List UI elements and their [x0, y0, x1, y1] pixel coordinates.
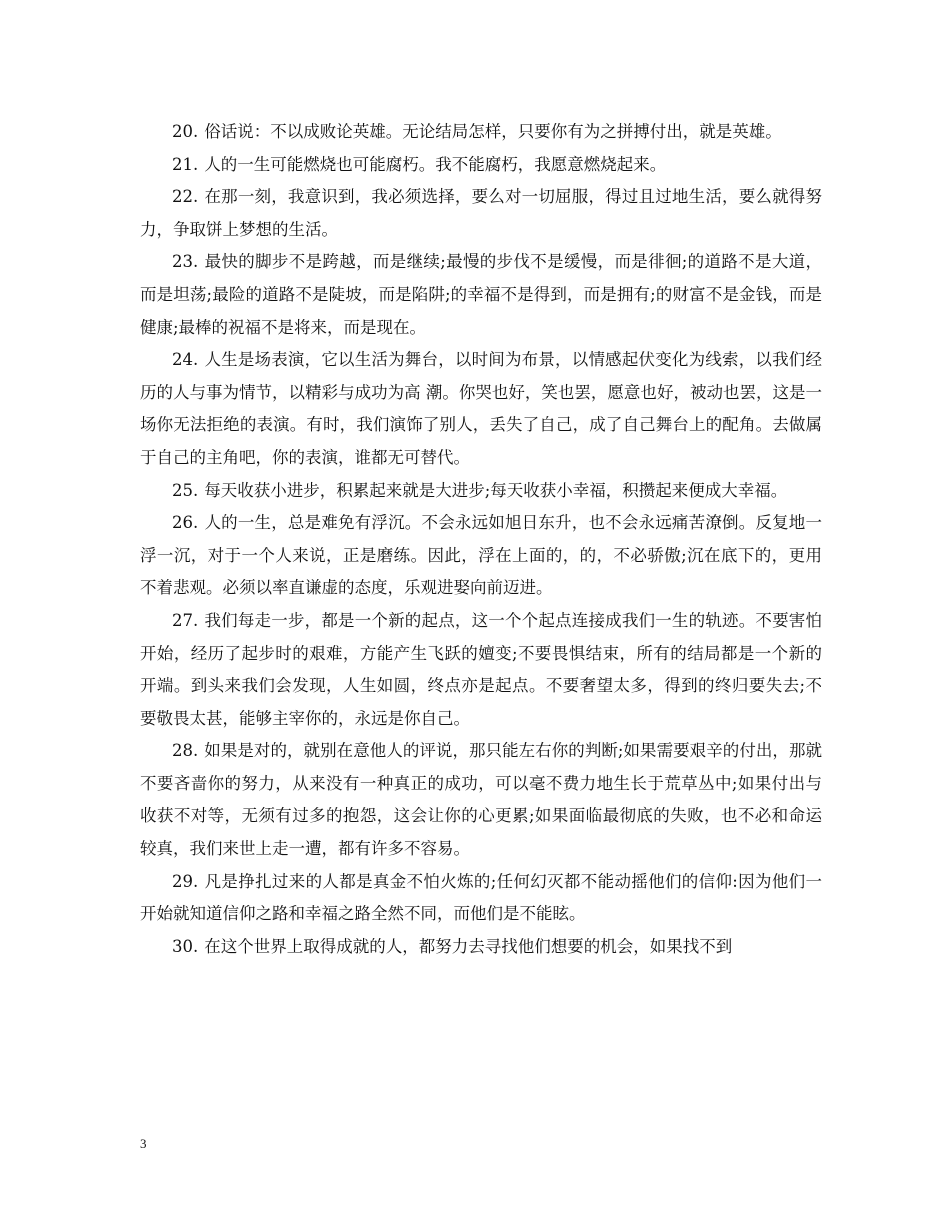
paragraph-number: 21. [172, 154, 199, 174]
paragraph-21 [140, 149, 822, 182]
paragraph-number: 24. [172, 350, 199, 370]
paragraph-20 [140, 116, 822, 149]
paragraph-number: 22. [172, 187, 199, 207]
paragraph-text: 最快的脚步不是跨越，而是继续;最慢的步伐不是缓慢，而是徘徊;的道路不是大道，而是坦荡;最险的道路不是陡坡，而是陷阱;的幸福不是得到，而是拥有;的财富不是金钱，而是健康;最棒的祝福不是将来，而是现在。 [140, 252, 822, 337]
paragraph-number: 28. [172, 741, 199, 761]
paragraph-number: 27. [172, 610, 199, 630]
paragraph-number: 20. [172, 122, 199, 141]
paragraph-number: 23. [172, 252, 199, 272]
paragraph-number: 30. [172, 936, 199, 956]
page-number: 3 [140, 1136, 147, 1151]
paragraph-25 [140, 475, 822, 508]
paragraph-29 [140, 866, 822, 931]
paragraph-text: 凡是挣扎过来的人都是真金不怕火炼的;任何幻灭都不能动摇他们的信仰:因为他们一开始就知道信仰之路和幸福之路全然不同，而他们是不能眩。 [140, 871, 822, 924]
paragraph-number: 29. [172, 871, 199, 891]
paragraph-text: 如果是对的，就别在意他人的评说，那只能左右你的判断;如果需要艰辛的付出，那就不要吝啬你的努力，从来没有一种真正的成功，可以毫不费力地生长于荒草丛中;如果付出与收获不对等，无须有过多的抱怨，这会让你的心更累;如果面临最彻底的失败，也不必和命运较真，我们来世上走一遭，都有许多不容易。 [140, 741, 822, 859]
paragraph-30 [140, 931, 822, 964]
paragraph-28 [140, 735, 822, 865]
paragraph-number: 25. [172, 480, 199, 500]
paragraph-text: 人生是场表演，它以生活为舞台，以时间为布景，以情感起伏变化为线索，以我们经历的人与事为情节，以精彩与成功为高 潮。你哭也好，笑也罢，愿意也好，被动也罢，这是一场你无法拒绝的表演。有时，我们演饰了别人，丢失了自己，成了自己舞台上的配角。去做属于自己的主角吧，你的表演，谁都无可替代。 [140, 350, 822, 467]
document-body [140, 116, 822, 963]
paragraph-22 [140, 181, 822, 246]
paragraph-23 [140, 246, 822, 344]
paragraph-text: 在那一刻，我意识到，我必须选择，要么对一切屈服，得过且过地生活，要么就得努力，争取饼上梦想的生活。 [140, 187, 822, 239]
paragraph-27 [140, 605, 822, 735]
paragraph-number: 26. [172, 513, 199, 533]
paragraph-text: 在这个世界上取得成就的人，都努力去寻找他们想要的机会，如果找不到 [204, 936, 733, 956]
paragraph-text: 人的一生可能燃烧也可能腐朽。我不能腐朽，我愿意燃烧起来。 [204, 154, 667, 174]
paragraph-24 [140, 344, 822, 474]
paragraph-text: 俗话说：不以成败论英雄。无论结局怎样，只要你有为之拼搏付出，就是英雄。 [204, 122, 782, 141]
paragraph-26 [140, 507, 822, 605]
paragraph-text: 每天收获小进步，积累起来就是大进步;每天收获小幸福，积攒起来便成大幸福。 [204, 480, 788, 500]
paragraph-text: 人的一生，总是难免有浮沉。不会永远如旭日东升，也不会永远痛苦潦倒。反复地一浮一沉，对于一个人来说，正是磨练。因此，浮在上面的，的，不必骄傲;沉在底下的，更用不着悲观。必须以率直谦虚的态度，乐观进娶向前迈进。 [140, 513, 822, 598]
paragraph-text: 我们每走一步，都是一个新的起点，这一个个起点连接成我们一生的轨迹。不要害怕开始，经历了起步时的艰难，方能产生飞跃的嬗变;不要畏惧结束，所有的结局都是一个新的开端。到头来我们会发现，人生如圆，终点亦是起点。不要奢望太多，得到的终归要失去;不要敬畏太甚，能够主宰你的，永远是你自己。 [140, 610, 822, 728]
